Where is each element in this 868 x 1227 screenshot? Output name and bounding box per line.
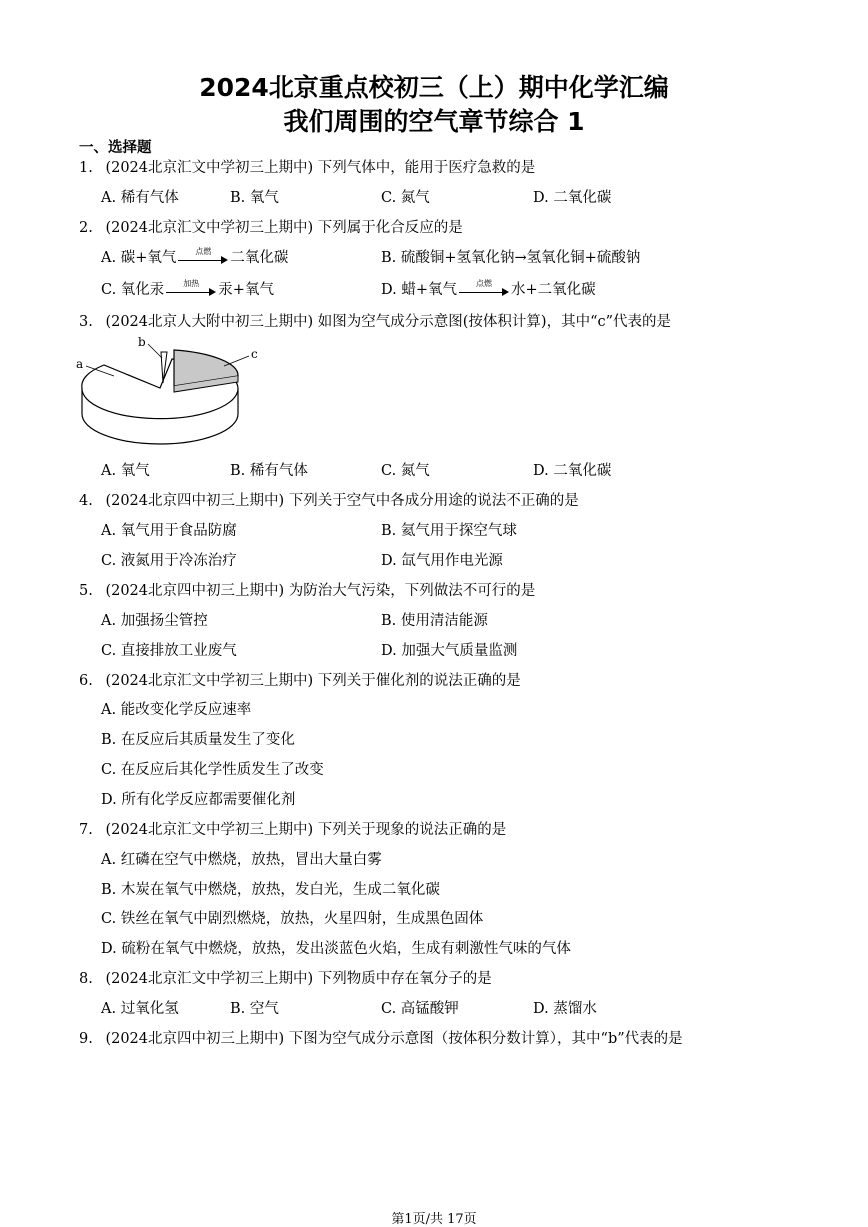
question-7 (79, 818, 506, 839)
doc-title-line1: 2024北京重点校初三（上）期中化学汇编 (199, 73, 669, 102)
question-number: 9. (79, 1031, 93, 1047)
question-number: 2. (79, 220, 93, 236)
option-c: C. 氧化汞 加热 汞+氧气 (101, 279, 274, 298)
air-composition-pie-figure (74, 336, 284, 448)
option-c: C. 直接排放工业废气 (101, 643, 237, 659)
option-c: C. 在反应后其化学性质发生了改变 (101, 762, 324, 778)
option-c: C. 高锰酸钾 (381, 1001, 459, 1017)
question-text: (2024北京汇文中学初三上期中) 下列气体中，能用于医疗急救的是 (105, 160, 536, 176)
question-number: 4. (79, 493, 93, 509)
option-c: C. 铁丝在氧气中剧烈燃烧，放热，火星四射，生成黑色固体 (101, 911, 484, 927)
option-a: A. 能改变化学反应速率 (101, 702, 252, 718)
question-number: 6. (79, 673, 93, 689)
option-d: D. 氙气用作电光源 (381, 553, 503, 569)
option-b: B. 氧气 (230, 190, 279, 206)
reaction-arrow-icon: 加热 (166, 283, 216, 297)
option-d: D. 蜡+氧气 点燃 水+二氧化碳 (381, 279, 596, 298)
question-number: 8. (79, 971, 93, 987)
option-a: A. 稀有气体 (101, 190, 179, 206)
option-a: A. 过氧化氢 (101, 1001, 179, 1017)
question-number: 7. (79, 822, 93, 838)
option-d: D. 加强大气质量监测 (381, 643, 518, 659)
question-4 (79, 489, 579, 510)
option-b: B. 稀有气体 (230, 463, 308, 479)
question-1 (79, 156, 535, 177)
question-text: (2024北京汇文中学初三上期中) 下列关于催化剂的说法正确的是 (105, 673, 521, 689)
figure-label-b: b (138, 336, 146, 349)
option-d: D. 硫粉在氧气中燃烧，放热，发出淡蓝色火焰，生成有刺激性气味的气体 (101, 941, 571, 957)
question-5 (79, 579, 535, 600)
section-label: 一、选择题 (79, 140, 152, 156)
question-3 (79, 310, 671, 331)
option-b: B. 硫酸铜+氢氧化钠→氢氧化铜+硫酸钠 (381, 250, 641, 266)
reaction-arrow-icon: 点燃 (459, 283, 509, 297)
question-text: (2024北京汇文中学初三上期中) 下列属于化合反应的是 (105, 220, 463, 236)
question-text: (2024北京四中初三上期中) 为防治大气污染，下列做法不可行的是 (105, 583, 536, 599)
option-d: D. 所有化学反应都需要催化剂 (101, 792, 296, 808)
question-number: 3. (79, 314, 93, 330)
question-text: (2024北京四中初三上期中) 下图为空气成分示意图（按体积分数计算），其中“b”代表的是 (105, 1031, 683, 1047)
option-a: A. 加强扬尘管控 (101, 613, 208, 629)
reaction-arrow-icon: 点燃 (178, 251, 228, 265)
option-b: B. 使用清洁能源 (381, 613, 488, 629)
page-footer: 第1页/共 17页 (391, 1212, 477, 1227)
question-text: (2024北京四中初三上期中) 下列关于空气中各成分用途的说法不正确的是 (105, 493, 579, 509)
question-6 (79, 669, 521, 690)
option-b: B. 氦气用于探空气球 (381, 523, 517, 539)
question-2 (79, 216, 463, 237)
option-c: C. 氮气 (381, 190, 430, 206)
option-b: B. 木炭在氧气中燃烧，放热，发白光，生成二氧化碳 (101, 882, 440, 898)
question-text: (2024北京汇文中学初三上期中) 下列物质中存在氧分子的是 (105, 971, 492, 987)
question-number: 5. (79, 583, 93, 599)
option-a: A. 氧气用于食品防腐 (101, 523, 237, 539)
option-d: D. 蒸馏水 (533, 1001, 597, 1017)
option-a: A. 氧气 (101, 463, 150, 479)
option-b: B. 在反应后其质量发生了变化 (101, 732, 295, 748)
option-c: C. 液氮用于冷冻治疗 (101, 553, 237, 569)
option-d: D. 二氧化碳 (533, 463, 612, 479)
option-a: A. 红磷在空气中燃烧，放热，冒出大量白雾 (101, 852, 382, 868)
option-b: B. 空气 (230, 1001, 279, 1017)
question-text: (2024北京汇文中学初三上期中) 下列关于现象的说法正确的是 (105, 822, 507, 838)
option-a: A. 碳+氧气 点燃 二氧化碳 (101, 247, 289, 266)
question-8 (79, 967, 492, 988)
question-9 (79, 1027, 683, 1048)
figure-label-a: a (76, 357, 84, 371)
doc-title-line2: 我们周围的空气章节综合 1 (283, 107, 585, 136)
figure-label-c: c (251, 347, 258, 361)
option-c: C. 氮气 (381, 463, 430, 479)
question-number: 1. (79, 160, 93, 176)
option-d: D. 二氧化碳 (533, 190, 612, 206)
question-text: (2024北京人大附中初三上期中) 如图为空气成分示意图(按体积计算)，其中“c”代表的是 (105, 314, 672, 330)
